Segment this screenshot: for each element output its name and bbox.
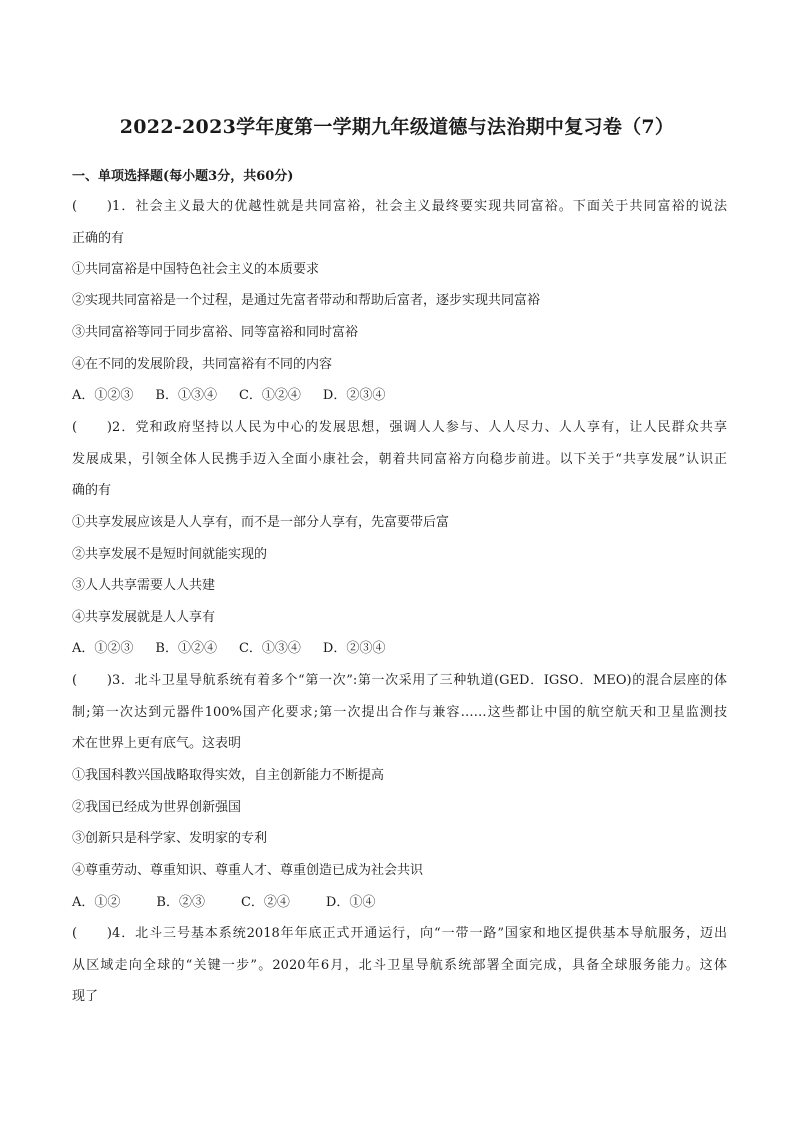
question-4-stem-line-1: ( )4．北斗三号基本系统2018年年底正式开通运行，向“一带一路”国家和地区提供基本导航服务，迈出 — [72, 926, 727, 941]
question-1-stem-line-2: 正确的有 — [72, 231, 125, 246]
question-3-stem-line-2: 制;第一次达到元器件100%国产化要求;第一次提出合作与兼容……这些都让中国的航空航天和卫星监测技 — [72, 705, 727, 720]
answer-blank[interactable]: ( ) — [72, 199, 112, 214]
answer-blank[interactable]: ( ) — [72, 673, 112, 688]
question-3-statement-3: ③创新只是科学家、发明家的专利 — [72, 831, 268, 846]
question-1-statement-4: ④在不同的发展阶段，共同富裕有不同的内容 — [72, 357, 333, 372]
option-b[interactable]: B．①②④ — [155, 641, 217, 656]
question-1-statement-3: ③共同富裕等同于同步富裕、同等富裕和同时富裕 — [72, 325, 359, 340]
option-a[interactable]: A．①②③ — [72, 641, 134, 656]
question-1-stem-line-1: ( )1．社会主义最大的优越性就是共同富裕，社会主义最终要实现共同富裕。下面关于共同富裕的说法 — [72, 199, 727, 214]
question-1-statement-1: ①共同富裕是中国特色社会主义的本质要求 — [72, 262, 320, 277]
question-2-statement-3: ③人人共享需要人人共建 — [72, 578, 216, 593]
question-3-stem-line-3: 术在世界上更有底气。这表明 — [72, 736, 242, 751]
answer-blank[interactable]: ( ) — [72, 420, 112, 435]
question-3-statement-2: ②我国已经成为世界创新强国 — [72, 800, 242, 815]
question-3-statement-1: ①我国科教兴国战略取得实效，自主创新能力不断提高 — [72, 768, 385, 783]
question-2-statement-1: ①共享发展应该是人人享有，而不是一部分人享有，先富要带后富 — [72, 515, 450, 530]
question-2-stem-line-1: ( )2．党和政府坚持以人民为中心的发展思想，强调人人参与、人人尽力、人人享有，让人民群众共享 — [72, 420, 727, 435]
option-d[interactable]: D．①④ — [325, 895, 376, 910]
question-2-statement-4: ④共享发展就是人人享有 — [72, 610, 216, 625]
question-2-stem-line-3: 确的有 — [72, 483, 112, 498]
option-c[interactable]: C．①③④ — [238, 641, 301, 656]
question-3-statement-4: ④尊重劳动、尊重知识、尊重人才、尊重创造已成为社会共识 — [72, 863, 424, 878]
option-b[interactable]: B．②③ — [156, 895, 205, 910]
option-d[interactable]: D．②③④ — [322, 388, 386, 403]
answer-blank[interactable]: ( ) — [72, 926, 112, 941]
page-title: 2022-2023学年度第一学期九年级道德与法治期中复习卷（7） — [119, 116, 675, 138]
option-c[interactable]: C．②④ — [240, 895, 290, 910]
option-a[interactable]: A．①② — [72, 895, 121, 910]
option-a[interactable]: A．①②③ — [72, 388, 134, 403]
question-1-options — [72, 387, 727, 405]
section-heading: 一、单项选择题(每小题3分，共60分) — [72, 169, 294, 184]
option-c[interactable]: C．①②④ — [238, 388, 301, 403]
option-b[interactable]: B．①③④ — [155, 388, 217, 403]
question-4-stem-line-2: 从区域走向全球的“关键一步”。2020年6月，北斗卫星导航系统部署全面完成，具备全球服务能力。这体 — [72, 958, 727, 973]
option-d[interactable]: D．②③④ — [322, 641, 386, 656]
question-2-statement-2: ②共享发展不是短时间就能实现的 — [72, 547, 268, 562]
question-2-options — [72, 640, 727, 658]
question-4-stem-line-3: 现了 — [72, 989, 99, 1004]
question-3-stem-line-1: ( )3．北斗卫星导航系统有着多个“第一次”:第一次采用了三种轨道(GED．IGSO．MEO)的混合层座的体 — [72, 673, 727, 688]
question-1-statement-2: ②实现共同富裕是一个过程，是通过先富者带动和帮助后富者，逐步实现共同富裕 — [72, 293, 541, 308]
question-2-stem-line-2: 发展成果，引领全体人民携手迈入全面小康社会，朝着共同富裕方向稳步前进。以下关于“共享发展”认识正 — [72, 452, 727, 467]
question-3-options — [72, 894, 727, 912]
